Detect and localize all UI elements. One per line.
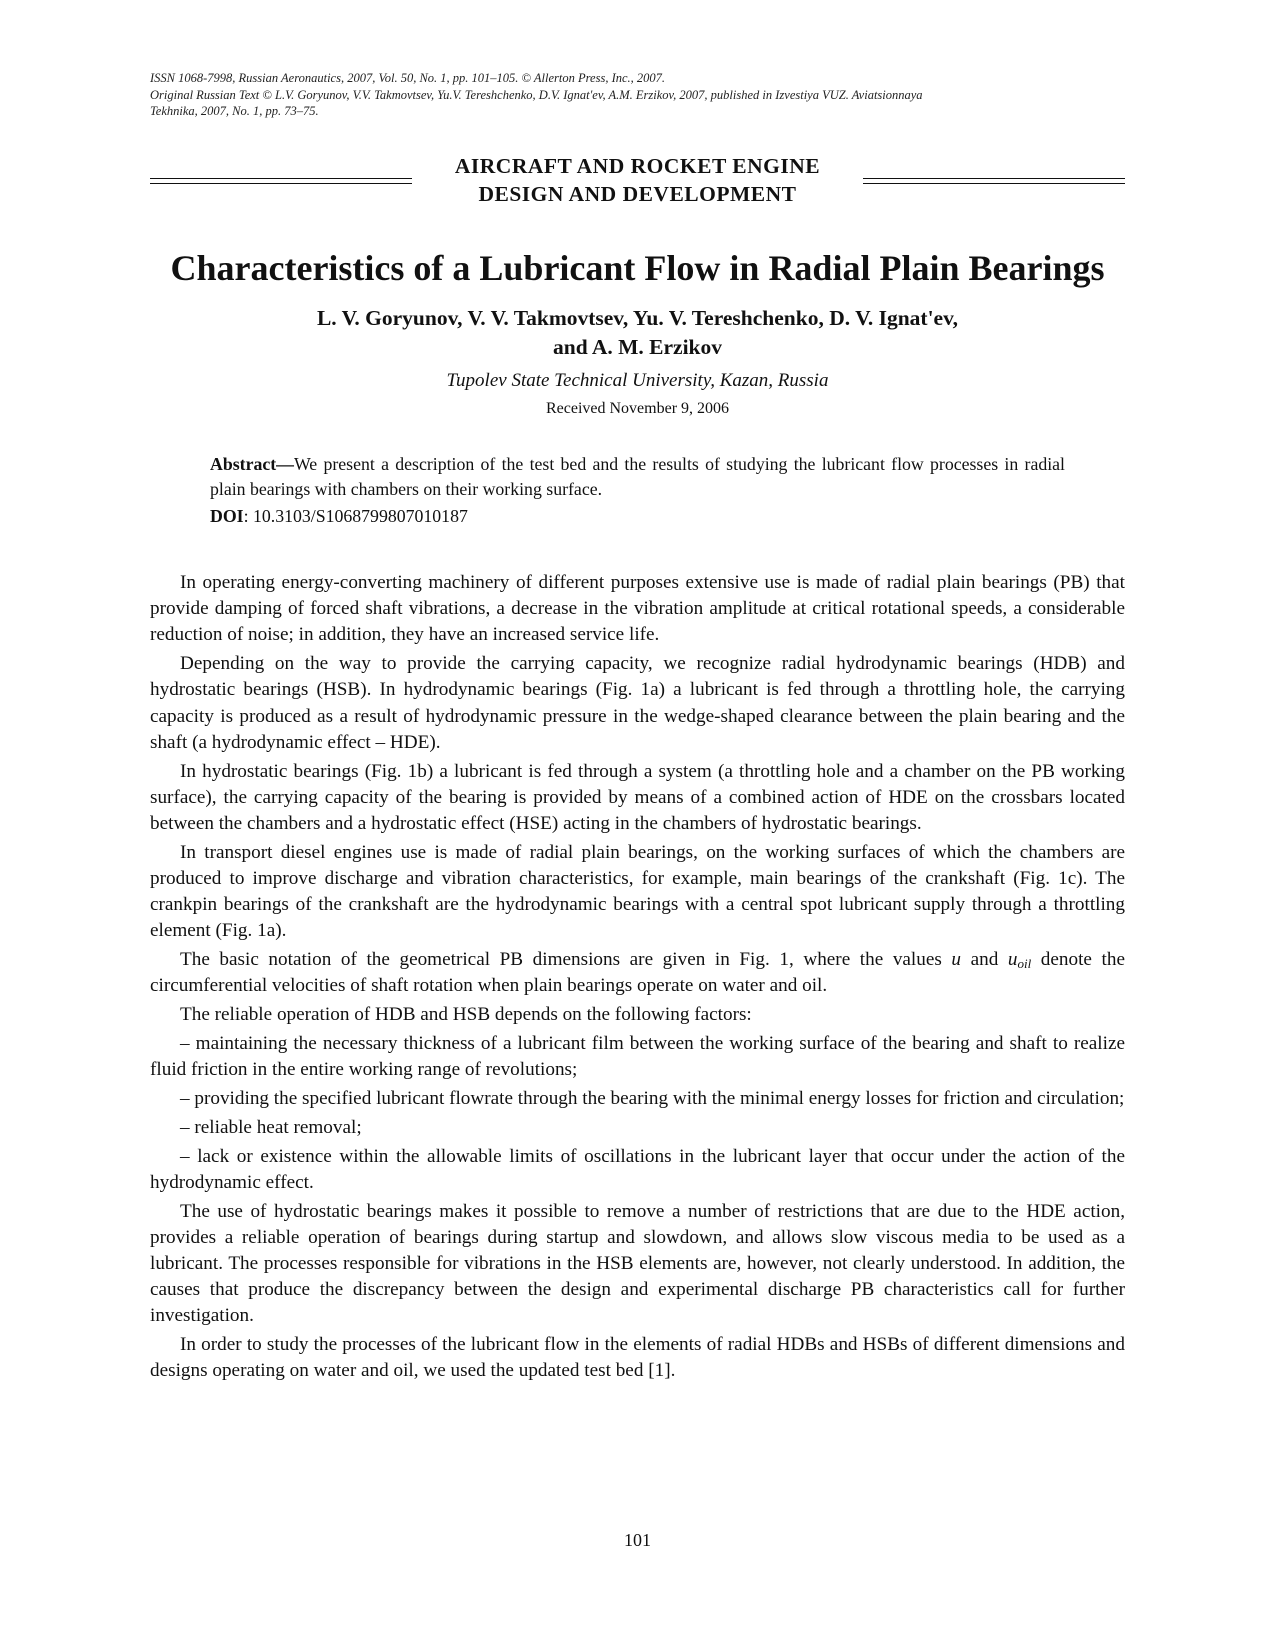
section-title-line2: DESIGN AND DEVELOPMENT (478, 182, 797, 206)
paragraph-text: The basic notation of the geometrical PB dimensions are given in Fig. 1, where the values (180, 949, 952, 971)
received-date: Received November 9, 2006 (545, 400, 730, 417)
paragraph-text: and (961, 949, 1008, 971)
paragraph: In transport diesel engines use is made of radial plain bearings, on the working surfaces of which the chambers are produced to improve discharge and vibration characteristics, for example, main bearings of the crankshaft (Fig. 1c). The crankpin bearings of the crankshaft are the hydrodynamic bearings with a central spot lubricant supply through a throttling element (Fig. 1a). (150, 841, 1125, 942)
list-item: – maintaining the necessary thickness of a lubricant film between the working surface of the bearing and shaft to realize fluid friction in the entire working range of revolutions; (150, 1033, 1125, 1081)
section-rule-left (150, 178, 412, 184)
affiliation: Tupolev State Technical University, Kazan, Russia (446, 370, 829, 391)
paragraph: The use of hydrostatic bearings makes it possible to remove a number of restrictions that are due to the HDE action, provides a reliable operation of bearings during startup and slowdown, and allows slow viscous media to be used as a lubricant. The processes responsible for vibrations in the HSB elements are, however, not clearly understood. In addition, the causes that produce the discrepancy between the design and experimental discharge PB characteristics call for further investigation. (150, 1200, 1125, 1327)
list-item: – reliable heat removal; (180, 1116, 362, 1138)
abstract-text: We present a description of the test bed and the results of studying the lubricant flow processes in radial plain bearings with chambers on their working surface. (210, 454, 1065, 499)
paragraph-text: denote the circumferential velocities of shaft rotation when plain bearings operate on water and oil. (150, 949, 1125, 997)
doi (210, 504, 468, 528)
paragraph: Depending on the way to provide the carrying capacity, we recognize radial hydrodynamic bearings (HDB) and hydrostatic bearings (HSB). In hydrodynamic bearings (Fig. 1a) a lubricant is fed through a throttling hole, the carrying capacity is produced as a result of hydrodynamic pressure in the wedge-shaped clearance between the plain bearing and the shaft (a hydrodynamic effect – HDE). (150, 653, 1125, 753)
paragraph: In operating energy-converting machinery of different purposes extensive use is made of radial plain bearings (PB) that provide damping of forced shaft vibrations, a decrease in the vibration amplitude at critical rotational speeds, a considerable reduction of noise; in addition, they have an increased service life. (150, 572, 1125, 646)
abstract-dash: — (276, 454, 294, 474)
list-item: – providing the specified lubricant flowrate through the bearing with the minimal energy losses for friction and circulation; (180, 1088, 1125, 1110)
page-number: 101 (624, 1530, 651, 1550)
list-item: – lack or existence within the allowable limits of oscillations in the lubricant layer that occur under the action of the hydrodynamic effect. (150, 1145, 1125, 1193)
subscript-oil: oil (1017, 956, 1032, 972)
doi-value: : 10.3103/S1068799807010187 (243, 506, 468, 526)
body-text (150, 570, 1125, 1387)
abstract-label: Abstract (210, 454, 277, 474)
abstract (210, 452, 1065, 501)
journal-header (150, 70, 1125, 120)
symbol-u: u (951, 949, 962, 971)
symbol-u-oil: u (1007, 949, 1018, 971)
section-rule-right (863, 178, 1125, 184)
authors-line1: L. V. Goryunov, V. V. Takmovtsev, Yu. V. Tereshchenko, D. V. Ignat'ev, (316, 306, 959, 330)
journal-citation-line: ISSN 1068-7998, Russian Aeronautics, 2007, Vol. 50, No. 1, pp. 101–105. © Allerton Press, Inc., 2007. (150, 71, 666, 85)
section-title (412, 152, 863, 208)
paragraph: The reliable operation of HDB and HSB depends on the following factors: (180, 1004, 752, 1026)
section-title-line1: AIRCRAFT AND ROCKET ENGINE (454, 154, 821, 178)
authors-line2: and A. M. Erzikov (552, 335, 723, 359)
doi-label: DOI (210, 506, 244, 526)
paragraph: In order to study the processes of the lubricant flow in the elements of radial HDBs and HSBs of different dimensions and designs operating on water and oil, we used the updated test bed [1]. (150, 1334, 1125, 1382)
original-text-line-cont: Tekhnika, 2007, No. 1, pp. 73–75. (150, 104, 319, 118)
paragraph (150, 947, 1125, 999)
section-heading (150, 152, 1125, 212)
paper-title: Characteristics of a Lubricant Flow in Radial Plain Bearings (170, 248, 1105, 288)
paragraph: In hydrostatic bearings (Fig. 1b) a lubricant is fed through a system (a throttling hole and a chamber on the PB working surface), the carrying capacity of the bearing is provided by means of a combined action of HDE on the crossbars located between the chambers and a hydrostatic effect (HSE) acting in the chambers of hydrostatic bearings. (150, 760, 1125, 835)
author-list (150, 304, 1125, 362)
original-text-line: Original Russian Text © L.V. Goryunov, V.V. Takmovtsev, Yu.V. Tereshchenko, D.V. Ignat'ev, A.M. Erzikov, 2007, published in Izvestiya VUZ. Aviatsionnaya (150, 87, 923, 102)
